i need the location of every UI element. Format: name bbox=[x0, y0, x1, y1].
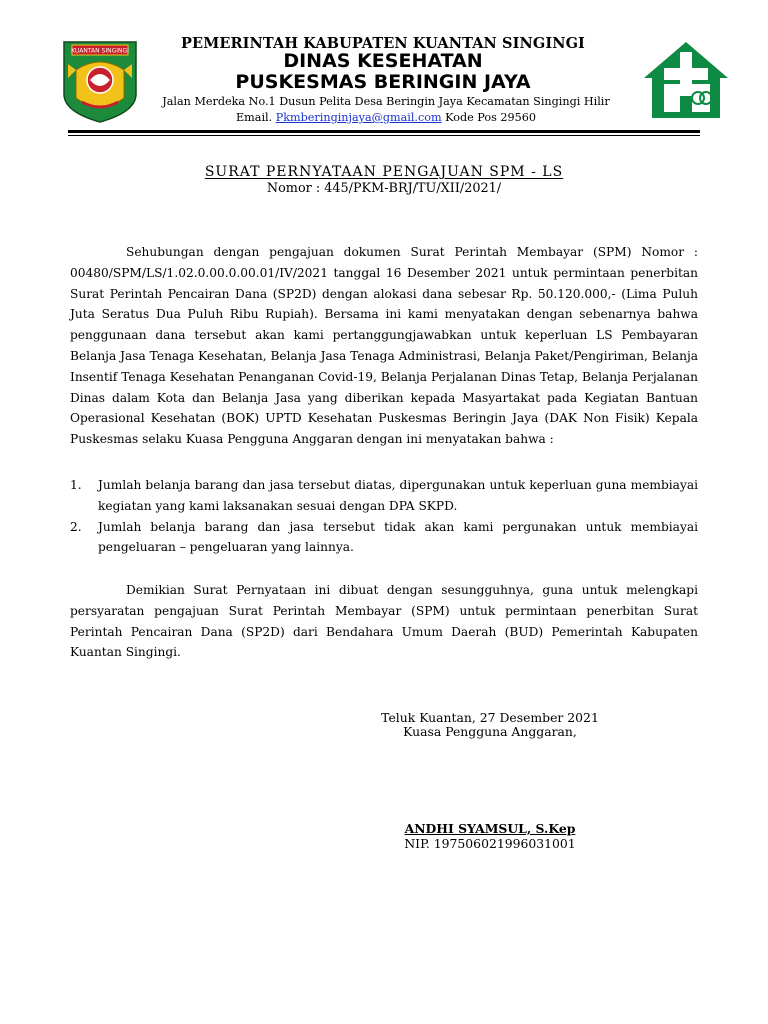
letterhead-rule-thick bbox=[68, 130, 700, 133]
postal-code: Kode Pos 29560 bbox=[445, 111, 536, 124]
puskesmas-logo-icon bbox=[640, 38, 732, 122]
signatory-name: ANDHI SYAMSUL, S.Kep bbox=[404, 821, 576, 836]
list-text: Jumlah belanja barang dan jasa tersebut diatas, dipergunakan untuk keperluan guna membiayai kegiatan yang kami laksanakan sesuai dengan DPA SKPD. bbox=[98, 478, 698, 513]
email-link[interactable]: Pkmberinginjaya@gmail.com bbox=[275, 111, 442, 124]
signature-place-date: Teluk Kuantan, 27 Desember 2021 bbox=[381, 710, 599, 725]
regency-emblem-logo bbox=[62, 40, 138, 124]
list-item bbox=[70, 475, 698, 517]
list-text: Jumlah belanja barang dan jasa tersebut tidak akan kami pergunakan untuk membiayai pengeluaran – pengeluaran yang lainnya. bbox=[98, 519, 698, 555]
contact-line bbox=[140, 111, 632, 124]
document-title: SURAT PERNYATAAN PENGAJUAN SPM - LS bbox=[204, 164, 564, 180]
kuantan-singingi-regency-emblem-icon bbox=[62, 40, 138, 124]
government-name: PEMERINTAH KABUPATEN KUANTAN SINGINGI bbox=[181, 35, 585, 52]
email-label: Email. bbox=[236, 111, 273, 124]
closing-paragraph: Demikian Surat Pernyataan ini dibuat dengan sesungguhnya, guna untuk melengkapi persyaratan pengajuan Surat Perintah Membayar (SPM) untuk permintaan penerbitan Surat Perintah Pencairan Dana (SP2D) dari Bendahara Umum Daerah (BUD) Pemerintah Kabupaten Kuantan Singingi. bbox=[70, 583, 698, 660]
letterhead-rule-thin bbox=[68, 135, 700, 136]
emblem-banner-text: KUANTAN SINGINGI bbox=[71, 47, 129, 55]
agency-name: DINAS KESEHATAN bbox=[283, 50, 483, 72]
signatory-nip: NIP. 197506021996031001 bbox=[404, 836, 576, 851]
puskesmas-logo bbox=[640, 38, 732, 122]
list-item bbox=[70, 517, 698, 559]
office-name: PUSKESMAS BERINGIN JAYA bbox=[235, 71, 531, 93]
signature-role: Kuasa Pengguna Anggaran, bbox=[403, 724, 577, 739]
list-number: 2. bbox=[70, 519, 82, 534]
document-number: Nomor : 445/PKM-BRJ/TU/XII/2021/ bbox=[266, 181, 502, 196]
statement-list bbox=[70, 475, 698, 558]
opening-paragraph: Sehubungan dengan pengajuan dokumen Surat Perintah Membayar (SPM) Nomor : 00480/SPM/LS/1.02.0.00.0.00.01/IV/2021 tanggal 16 Desember 2021 untuk permintaan penerbitan Surat Perintah Pencairan Dana (SP2D) dengan alokasi dana sebesar Rp. 50.120.000,- (Lima Puluh Juta Seratus Dua Puluh Ribu Rupiah). Bersama ini kami menyatakan dengan sebenarnya bahwa penggunaan dana tersebut akan kami pertanggungjawabkan untuk keperluan LS Pembayaran Belanja Jasa Tenaga Kesehatan, Belanja Jasa Tenaga Administrasi, Belanja Paket/Pengiriman, Belanja Insentif Tenaga Kesehatan Penanganan Covid-19, Belanja Perjalanan Dinas Tetap, Belanja Perjalanan Dinas dalam Kota dan Belanja Jasa yang diberikan kepada Masyartakat pada Kegiatan Bantuan Operasional Kesehatan (BOK) UPTD Kesehatan Puskesmas Beringin Jaya (DAK Non Fisik) Kepala Puskesmas selaku Kuasa Pengguna Anggaran dengan ini menyatakan bahwa : bbox=[70, 245, 698, 447]
list-number: 1. bbox=[70, 478, 82, 492]
office-address: Jalan Merdeka No.1 Dusun Pelita Desa Beringin Jaya Kecamatan Singingi Hilir bbox=[162, 95, 610, 108]
